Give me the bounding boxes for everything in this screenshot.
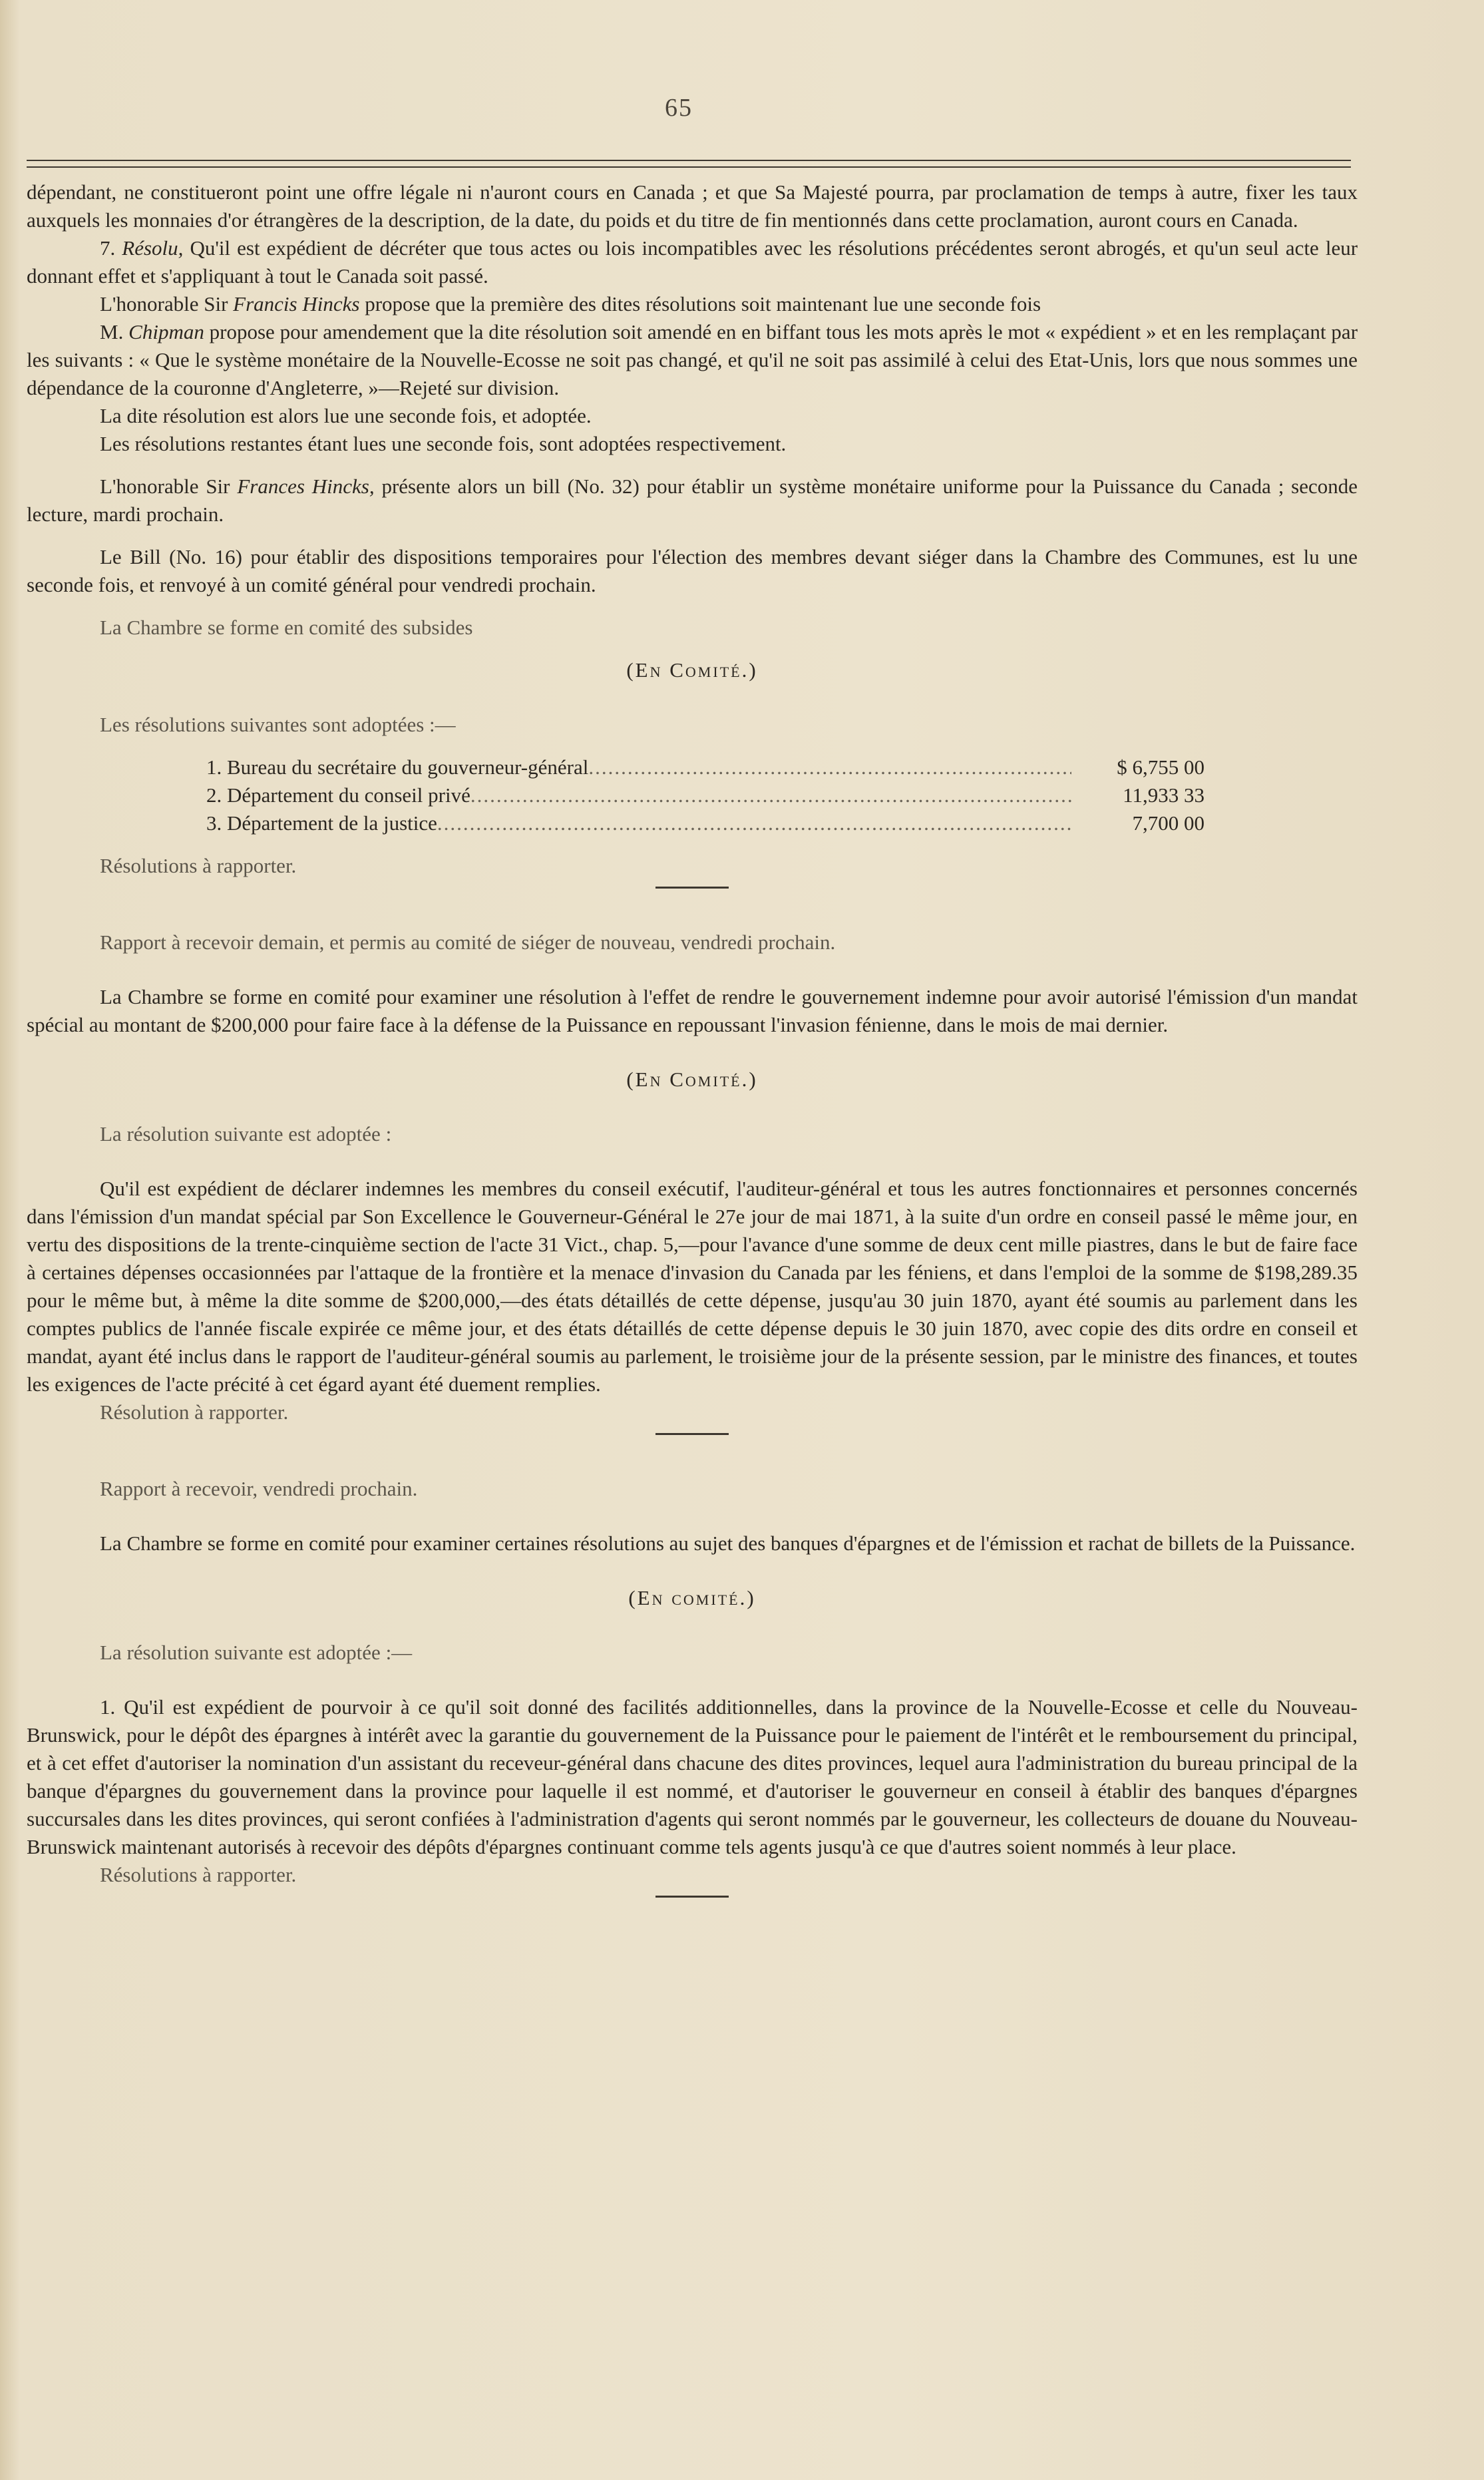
leader-dots [437, 809, 1071, 837]
paragraph-hincks-motion [27, 290, 1358, 318]
leader-dots [470, 781, 1071, 809]
en-comite-heading: (En Comité.) [626, 658, 758, 682]
list-item [206, 809, 1205, 837]
paragraph-savings-committee: La Chambre se forme en comité pour examiner certaines résolutions au sujet des banques d'épargnes et de l'émission et rachat de billets de la Puissance. [100, 1532, 1356, 1555]
text-fragment: L'honorable Sir [100, 475, 230, 498]
person-name: Frances Hincks, [237, 475, 375, 498]
en-comite-heading: (En Comité.) [626, 1068, 758, 1091]
text-fragment: présente alors un bill (No. 32) pour établir un système monétaire uniforme pour la Puissance du Canada ; seconde lecture, mardi prochain. [27, 475, 1358, 526]
list-item [206, 781, 1205, 809]
paragraph-resolution-adopted: La résolution suivante est adoptée :— [100, 1641, 413, 1664]
text-fragment: propose pour amendement que la dite résolution soit amendé en en biffant tous les mots après le mot « expédient » et en les remplaçant par les suivants : « Que le système monétaire de la Nouvelle-Ecosse ne soit pas changé, et qu'il ne soit pas assimilé à celui des Etat-Unis, lors que nous sommes une dépendance de la couronne d'Angleterre, »—Rejeté sur division. [27, 320, 1358, 399]
paragraph-resolution-adopted: La résolution suivante est adoptée : [100, 1122, 392, 1145]
resolution-text: Qu'il est expédient de décréter que tous actes ou lois incompatibles avec les résolutions précédentes seront abrogés, et qu'un seul acte leur donnant effet et s'appliquant à tout le Canada soit passé. [27, 236, 1358, 288]
text-fragment: M. [100, 320, 124, 343]
paragraph-resolutions-report: Résolutions à rapporter. [100, 1863, 297, 1886]
item-label: 2. Département du conseil privé [206, 783, 470, 807]
text-fragment: L'honorable Sir [100, 292, 228, 315]
item-amount: 7,700 00 [1132, 811, 1205, 835]
paragraph-indemnity-committee: La Chambre se forme en comité pour examiner une résolution à l'effet de rendre le gouvernement indemne pour avoir autorisé l'émission d'un mandat spécial au montant de $200,000 pour faire face à la défense de la Puissance en repoussant l'invasion fénienne, dans le mois de mai dernier. [27, 985, 1358, 1036]
paragraph-report-tomorrow: Rapport à recevoir demain, et permis au comité de siéger de nouveau, vendredi prochain. [100, 930, 836, 954]
page-number: 65 [665, 94, 693, 122]
resolution-number: 7. [100, 236, 116, 260]
appropriation-list [206, 753, 1205, 837]
paragraph-resolution-7 [27, 234, 1358, 290]
person-name: Francis Hincks [233, 292, 360, 315]
list-item [206, 753, 1205, 781]
paragraph-continuation: dépendant, ne constitueront point une offre légale ni n'auront cours en Canada ; et que Sa Majesté pourra, par proclamation de temps à autre, fixer les taux auxquels les monnaies d'or étrangères de la description, de la date, du poids et du titre de fin mentionnés dans cette proclamation, auront cours en Canada. [27, 180, 1358, 232]
item-label: 3. Département de la justice [206, 811, 437, 835]
paragraph-resolutions-adopted: Les résolutions suivantes sont adoptées :— [100, 713, 456, 736]
resolu-label: Résolu, [122, 236, 184, 260]
paragraph-chipman-amendment [27, 318, 1358, 402]
item-amount: 11,933 33 [1123, 783, 1205, 807]
paragraph-resolution-report: Résolution à rapporter. [100, 1400, 289, 1424]
en-comite-heading: (En comité.) [628, 1586, 756, 1609]
paragraph-subsides: La Chambre se forme en comité des subsides [100, 616, 473, 639]
text-fragment: propose que la première des dites résolutions soit maintenant lue une seconde fois [365, 292, 1041, 315]
leader-dots [588, 753, 1071, 781]
paragraph-bill-16: Le Bill (No. 16) pour établir des dispositions temporaires pour l'élection des membres devant siéger dans la Chambre des Communes, est lu une seconde fois, et renvoyé à un comité général pour vendredi prochain. [27, 545, 1358, 596]
paragraph-resolutions-report: Résolutions à rapporter. [100, 854, 297, 877]
item-label: 1. Bureau du secrétaire du gouverneur-général [206, 755, 589, 779]
paragraph-adopted: La dite résolution est alors lue une seconde fois, et adoptée. [100, 404, 592, 427]
paragraph-bill-32 [27, 473, 1358, 528]
paragraph-savings-resolution: 1. Qu'il est expédient de pourvoir à ce qu'il soit donné des facilités additionnelles, dans la province de la Nouvelle-Ecosse et celle du Nouveau-Brunswick, pour le dépôt des épargnes à intérêt avec la garantie du gouvernement de la Puissance pour le paiement de l'intérêt et le remboursement du principal, et à cet effet d'autoriser la nomination d'un assistant du receveur-général dans chacune des dites provinces, lequel aura l'administration du bureau principal de la banque d'épargnes du gouvernement dans la province pour laquelle il est nommé, et d'autoriser le gouverneur en conseil à établir des banques d'épargnes succursales dans les dites provinces, qui seront confiées à l'administration d'agents qui seront nommés par le gouverneur, les collecteurs de douane du Nouveau-Brunswick maintenant autorisés à recevoir des dépôts d'épargnes continuant comme tels agents jusqu'à ce que d'autres soient nommés à leur place. [27, 1695, 1358, 1858]
paragraph-remaining-adopted: Les résolutions restantes étant lues une seconde fois, sont adoptées respectivement. [100, 432, 787, 455]
paragraph-report-friday: Rapport à recevoir, vendredi prochain. [100, 1477, 418, 1500]
page-body [27, 178, 1358, 1898]
header-rule [27, 160, 1351, 168]
section-divider [655, 1896, 729, 1898]
paragraph-indemnity-resolution: Qu'il est expédient de déclarer indemnes les membres du conseil exécutif, l'auditeur-général et tous les autres fonctionnaires et personnes concernés dans l'émission d'un mandat spécial par Son Excellence le Gouverneur-Général le 27e jour de mai 1871, à la suite d'un ordre en conseil passé le même jour, en vertu des dispositions de la trente-cinquième section de l'acte 31 Vict., chap. 5,—pour l'avance d'une somme de deux cent mille piastres, dans le but de faire face à certaines dépenses occasionnées par l'attaque de la frontière et la menace d'invasion du Canada par les féniens, et dans l'emploi de la somme de $198,289.35 pour le même but, à même la dite somme de $200,000,—des états détaillés de cette dépense, jusqu'au 30 juin 1870, ayant été soumis au parlement dans les comptes publics de l'année fiscale expirée ce même jour, et des états détaillés de cette dépense depuis le 30 juin 1870, avec copie des dits ordre en conseil et mandat, ayant été inclus dans le rapport de l'auditeur-général soumis au parlement, le troisième jour de la présente session, par le ministre des finances, et toutes les exigences de l'acte précité à cet égard ayant été duement remplies. [27, 1177, 1358, 1396]
person-name: Chipman [128, 320, 204, 343]
item-amount: $ 6,755 00 [1117, 755, 1205, 779]
